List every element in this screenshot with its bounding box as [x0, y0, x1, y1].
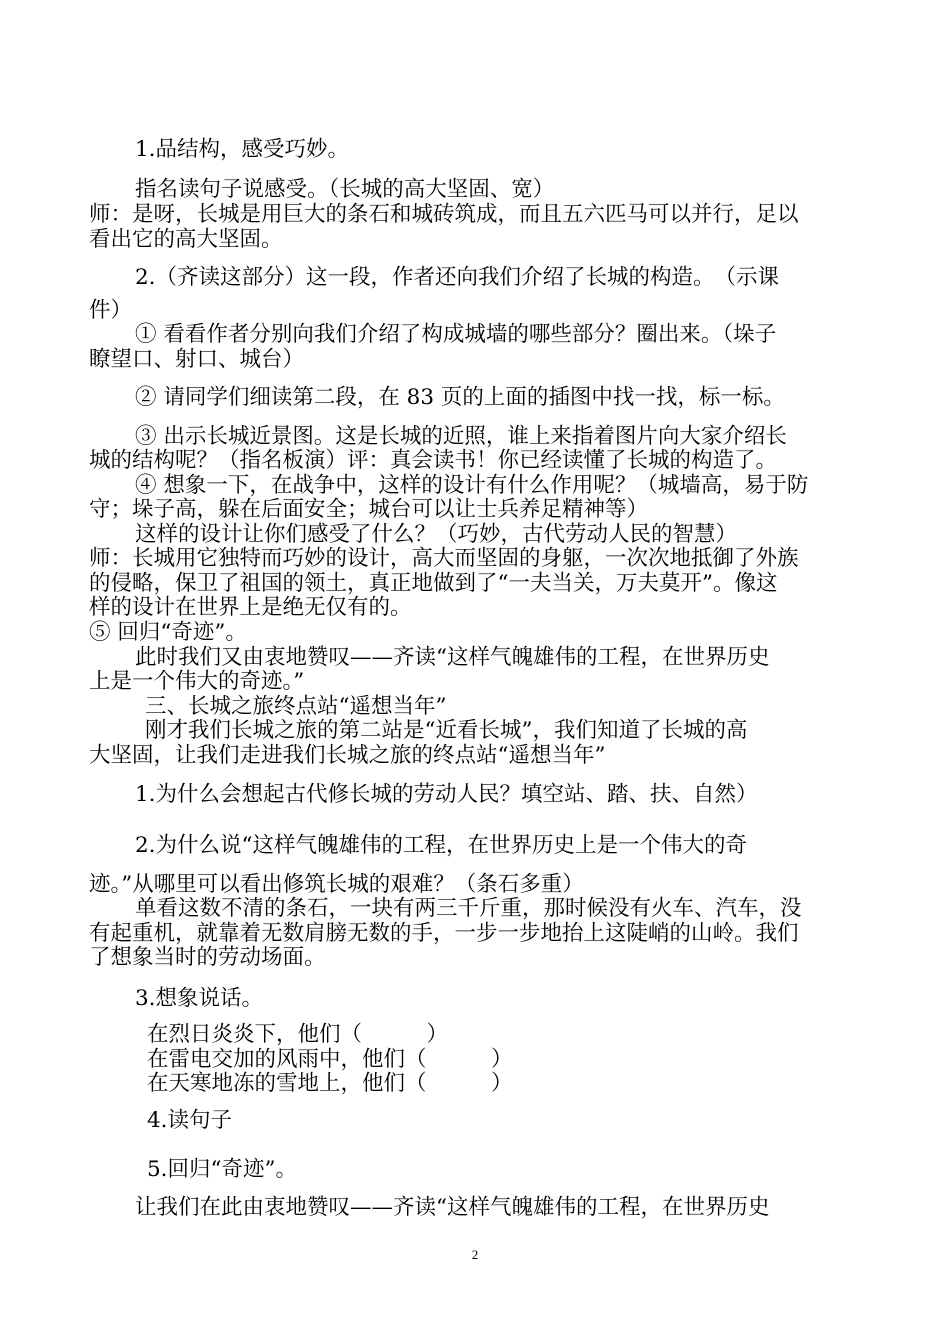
text-line: ④ 想象一下，在战争中，这样的设计有什么作用呢？（城墙高，易于防: [135, 473, 809, 498]
text-line: 指名读句子说感受。（长城的高大坚固、宽）: [135, 177, 555, 202]
text-line: 师：长城用它独特而巧妙的设计，高大而坚固的身躯，一次次地抵御了外族: [89, 546, 799, 571]
text-line: 在雷电交加的风雨中，他们（ ）: [147, 1047, 513, 1072]
section-heading: 三、长城之旅终点站“遥想当年”: [145, 694, 447, 719]
text-line: 城的结构呢？（指名板演）评：真会读书！你已经读懂了长城的构造了。: [89, 448, 778, 473]
text-line: 2.（齐读这部分）这一段，作者还向我们介绍了长城的构造。 （示课: [135, 265, 780, 290]
text-line: 单看这数不清的条石，一块有两三千斤重，那时候没有火车、汽车，没: [135, 896, 802, 921]
text-line: 件）: [89, 298, 133, 323]
text-line: 看出它的高大坚固。: [89, 227, 283, 252]
text-line: 师：是呀，长城是用巨大的条石和城砖筑成，而且五六匹马可以并行，足以: [89, 202, 799, 227]
text-line: 此时我们又由衷地赞叹——齐读“这样气魄雄伟的工程，在世界历史: [135, 645, 770, 670]
text-line: 2.为什么说“这样气魄雄伟的工程，在世界历史上是一个伟大的奇: [135, 833, 748, 858]
text-line: 在天寒地冻的雪地上，他们（ ）: [147, 1071, 513, 1096]
text-line: 守；垛子高，躲在后面安全；城台可以让士兵养足精神等）: [89, 497, 649, 522]
text-line: 让我们在此由衷地赞叹——齐读“这样气魄雄伟的工程，在世界历史: [135, 1195, 770, 1220]
text-line: ② 请同学们细读第二段，在 83 页的上面的插图中找一找，标一标。: [135, 385, 785, 410]
text-line: 刚才我们长城之旅的第二站是“近看长城”，我们知道了长城的高: [145, 718, 748, 743]
text-line: 3.想象说话。: [135, 986, 264, 1011]
text-line: 这样的设计让你们感受了什么？（巧妙，古代劳动人民的智慧）: [135, 522, 738, 547]
text-line: 的侵略，保卫了祖国的领土，真正地做到了“一夫当关，万夫莫开”。像这: [89, 571, 778, 596]
text-line: ⑤ 回归“奇迹”。: [89, 620, 247, 645]
text-line: 迹。”从哪里可以看出修筑长城的艰难？（条石多重）: [89, 872, 584, 897]
text-line: 1.为什么会想起古代修长城的劳动人民？填空站、踏、扶、自然）: [135, 782, 758, 807]
text-line: 了想象当时的劳动场面。: [89, 945, 326, 970]
text-line: 在烈日炎炎下，他们（ ）: [147, 1022, 449, 1047]
text-line: 1.品结构，感受巧妙。: [135, 137, 350, 162]
text-line: 5.回归“奇迹”。: [147, 1157, 297, 1182]
text-line: 有起重机，就靠着无数肩膀无数的手，一步一步地抬上这陡峭的山岭。我们: [89, 921, 799, 946]
text-line: ① 看看作者分别向我们介绍了构成城墙的哪些部分？圈出来。（垛子: [135, 322, 777, 347]
text-line: 大坚固，让我们走进我们长城之旅的终点站“遥想当年”: [89, 743, 606, 768]
text-line: 4.读句子: [147, 1108, 233, 1133]
text-line: ③ 出示长城近景图。这是长城的近照，谁上来指着图片向大家介绍长: [135, 424, 787, 449]
text-line: 瞭望口、射口、城台）: [89, 347, 305, 372]
page-number: 2: [471, 1247, 479, 1262]
text-line: 上是一个伟大的奇迹。”: [89, 669, 305, 694]
text-line: 样的设计在世界上是绝无仅有的。: [89, 595, 412, 620]
